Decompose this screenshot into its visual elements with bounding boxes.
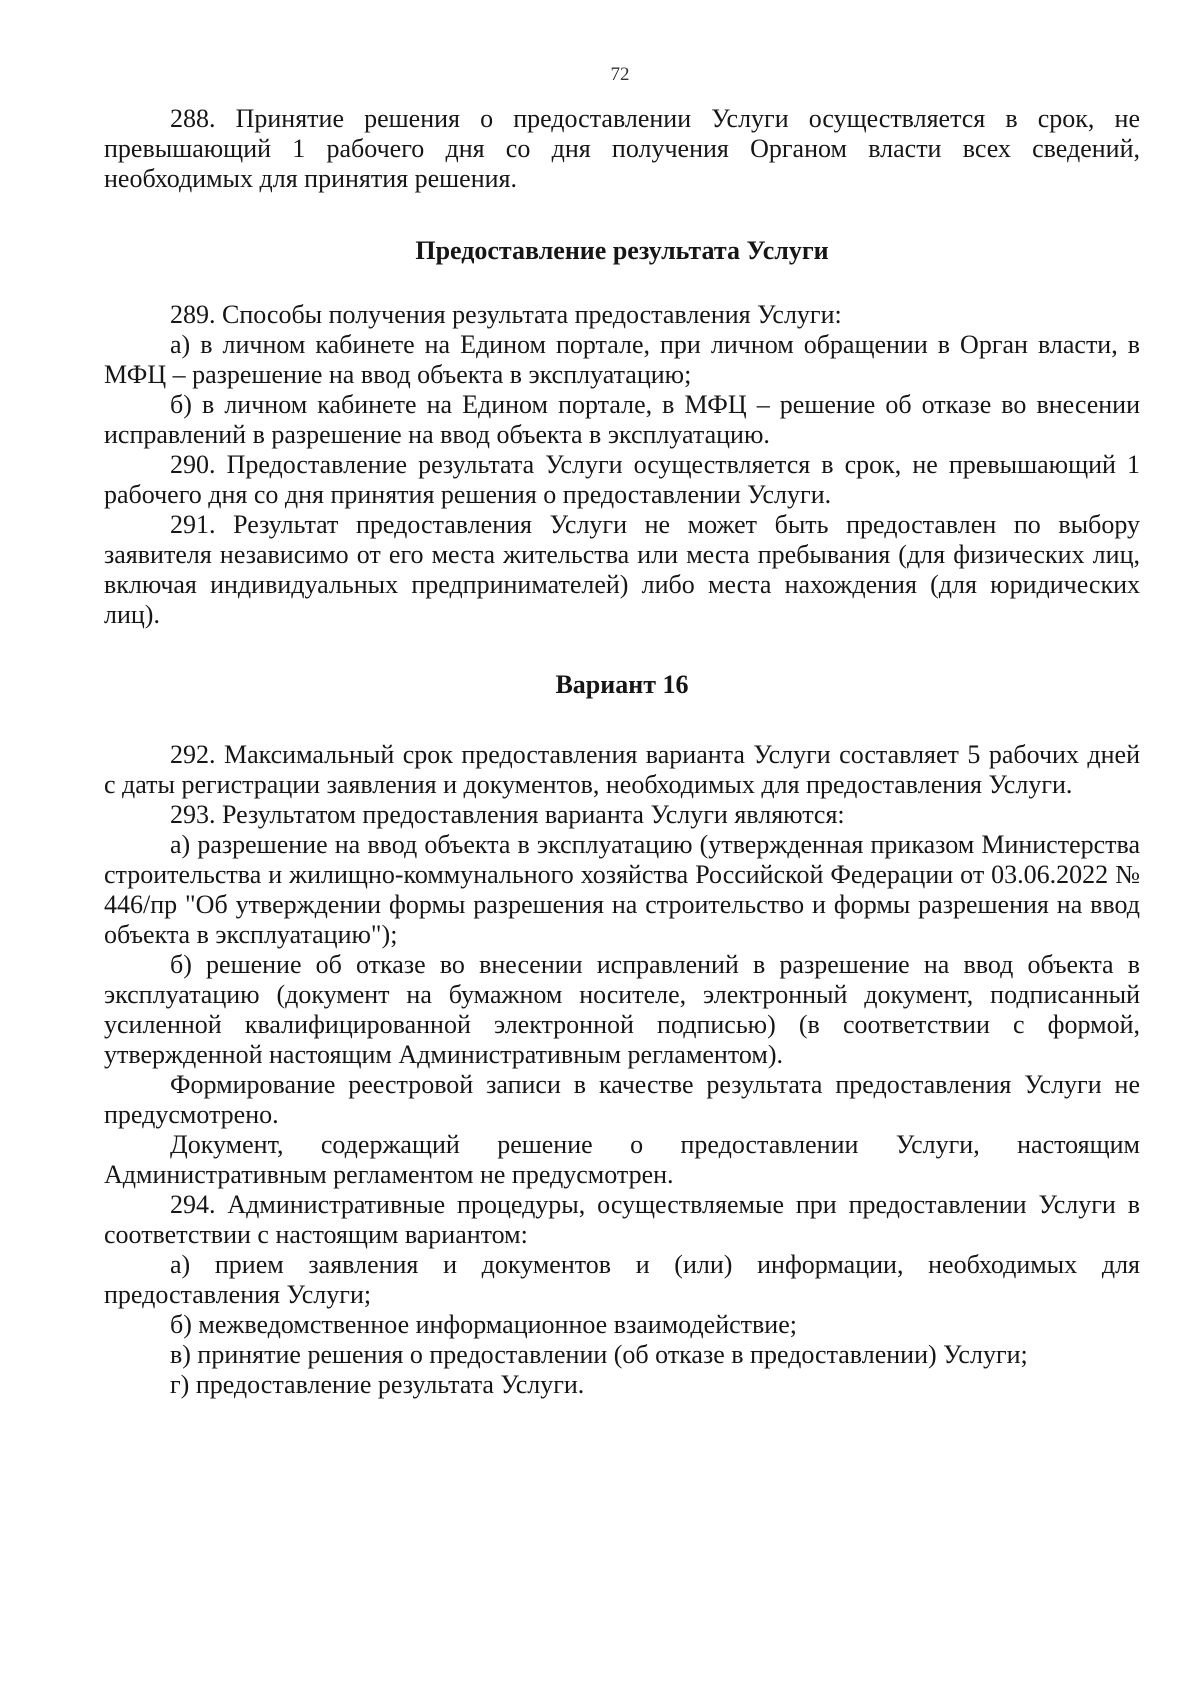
paragraph-289-b: б) в личном кабинете на Едином портале, в МФЦ – решение об отказе во внесении исправлений в разрешение на ввод объекта в эксплуатацию. bbox=[104, 390, 1140, 449]
paragraph-290: 290. Предоставление результата Услуги осуществляется в срок, не превышающий 1 рабочего дня со дня принятия решения о предоставлении Услуги. bbox=[104, 450, 1140, 509]
paragraph-289-a: а) в личном кабинете на Едином портале, при личном обращении в Орган власти, в МФЦ – разрешение на ввод объекта в эксплуатацию; bbox=[104, 330, 1140, 389]
paragraph-294-d: г) предоставление результата Услуги. bbox=[170, 1370, 585, 1399]
paragraph-289: 289. Способы получения результата предоставления Услуги: bbox=[170, 300, 842, 329]
paragraph-292: 292. Максимальный срок предоставления варианта Услуги составляет 5 рабочих дней с даты регистрации заявления и документов, необходимых для предоставления Услуги. bbox=[104, 740, 1140, 799]
paragraph-294: 294. Административные процедуры, осуществляемые при предоставлении Услуги в соответствии с настоящим вариантом: bbox=[104, 1190, 1140, 1249]
paragraph-294-b: б) межведомственное информационное взаимодействие; bbox=[170, 1310, 797, 1339]
paragraph-293: 293. Результатом предоставления варианта Услуги являются: bbox=[170, 800, 845, 829]
paragraph-293-b: б) решение об отказе во внесении исправлений в разрешение на ввод объекта в эксплуатацию (документ на бумажном носителе, электронный документ, подписанный усиленной квалифицированной электронной подписью) (в соответствии с формой, утвержденной настоящим Административным регламентом). bbox=[104, 950, 1140, 1069]
section-heading-result: Предоставление результата Услуги bbox=[415, 236, 829, 265]
paragraph-293-a: а) разрешение на ввод объекта в эксплуатацию (утвержденная приказом Министерства строительства и жилищно-коммунального хозяйства Российской Федерации от 03.06.2022 № 446/пр "Об утверждении формы разрешения на строительство и формы разрешения на ввод объекта в эксплуатацию"); bbox=[104, 830, 1140, 949]
paragraph-294-a: а) прием заявления и документов и (или) информации, необходимых для предоставления Услуги; bbox=[104, 1250, 1140, 1309]
section-heading-variant-16: Вариант 16 bbox=[555, 670, 689, 699]
paragraph-293-registry: Формирование реестровой записи в качестве результата предоставления Услуги не предусмотрено. bbox=[104, 1070, 1140, 1129]
paragraph-294-c: в) принятие решения о предоставлении (об отказе в предоставлении) Услуги; bbox=[170, 1340, 1028, 1369]
paragraph-291: 291. Результат предоставления Услуги не может быть предоставлен по выбору заявителя независимо от его места жительства или места пребывания (для физических лиц, включая индивидуальных предпринимателей) либо места нахождения (для юридических лиц). bbox=[104, 510, 1140, 629]
document-body bbox=[104, 104, 1140, 1400]
paragraph-293-document: Документ, содержащий решение о предоставлении Услуги, настоящим Административным регламентом не предусмотрен. bbox=[104, 1130, 1140, 1189]
page-number: 72 bbox=[610, 64, 630, 85]
paragraph-288: 288. Принятие решения о предоставлении Услуги осуществляется в срок, не превышающий 1 рабочего дня со дня получения Органом власти всех сведений, необходимых для принятия решения. bbox=[104, 104, 1140, 193]
